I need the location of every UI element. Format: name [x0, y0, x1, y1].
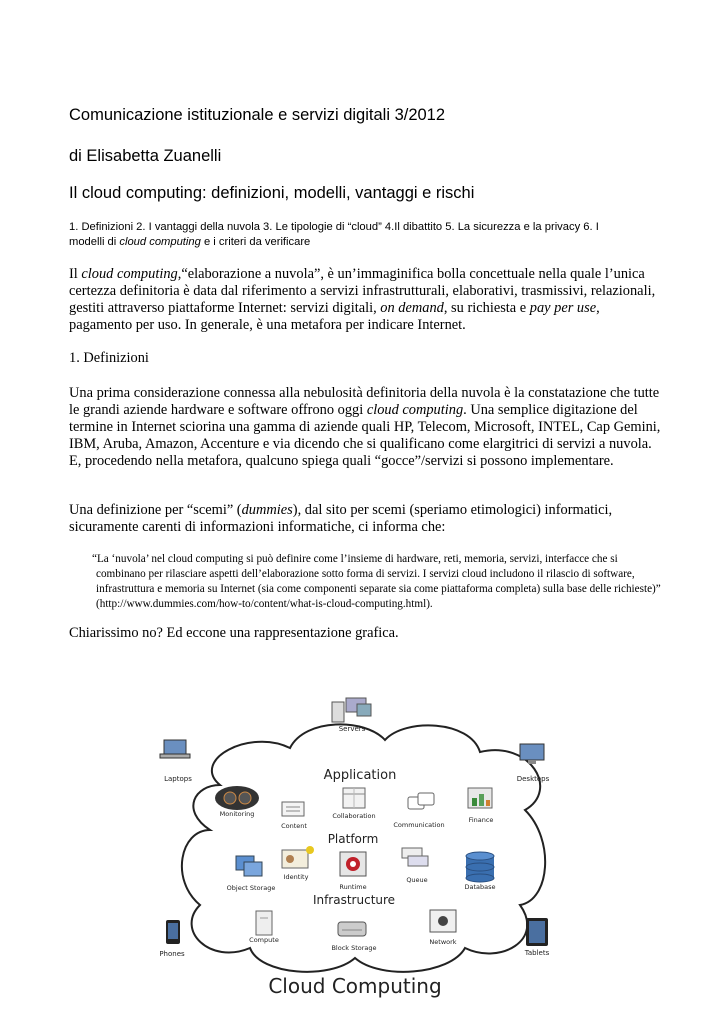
label-identity: Identity — [283, 873, 309, 881]
paragraph-3 — [69, 502, 661, 536]
para2-t2: . Una semplice digitazione del termine in Internet sciorina una gamma di aziende quali HP, Telecom, Microsoft, INTEL, Cap Gemini, IBM, Aruba, Amazon, Accenture e via dicendo che si qualificano come elargitrici di servizi a nuvola. E, procedendo nella metafora, qualcuno spiega quali “gocce”/servizi si possono implementare. — [69, 402, 661, 469]
label-tablets: Tablets — [524, 949, 550, 957]
para2-e1: cloud computing — [366, 402, 464, 418]
author-line: di Elisabetta Zuanelli — [69, 147, 222, 165]
para2-t1: Una prima considerazione connessa alla nebulosità definitoria della nuvola è la constatazione che tutte le grandi aziende hardware e software offrono oggi — [69, 385, 660, 418]
finance-icon — [468, 788, 492, 808]
label-network: Network — [429, 938, 457, 946]
layer-platform: Platform — [327, 832, 379, 846]
intro-e2: on demand — [380, 300, 444, 316]
intro-e3: pay per use — [529, 300, 597, 316]
label-finance: Finance — [468, 816, 494, 824]
collaboration-icon — [343, 788, 365, 808]
toc-line2-a: modelli di — [69, 236, 120, 248]
label-desktops: Desktops — [516, 775, 550, 783]
dummies-quote: “La ‘nuvola’ nel cloud computing si può definire come l’insieme di hardware, reti, memoria, servizi, interfacce che si combinano per rilasciare aspetti dell’elaborazione sotto forma di servizi. I servizi cloud includono il rilascio di software, infrastruttura e memoria su Internet (sia come componenti separate sia come piattaforma completa) sulla base delle richieste)” (http://www.dummies.com/how-to/content/what-is-cloud-computing.html). — [92, 553, 661, 610]
para3-e1: dummies — [241, 502, 293, 518]
paragraph-4: Chiarissimo no? Ed eccone una rappresentazione grafica. — [69, 625, 399, 641]
label-object-storage: Object Storage — [226, 884, 276, 892]
label-servers: Servers — [338, 725, 366, 733]
para3-t1: Una definizione per “scemi” ( — [69, 502, 242, 518]
label-monitoring: Monitoring — [219, 810, 255, 818]
article-title: Il cloud computing: definizioni, modelli, vantaggi e rischi — [69, 184, 475, 202]
label-database: Database — [464, 883, 496, 891]
toc-line2-em: cloud computing — [119, 236, 201, 248]
intro-paragraph — [69, 266, 661, 334]
intro-e1: cloud computing — [81, 266, 178, 282]
label-communication: Communication — [393, 821, 445, 829]
compute-icon — [256, 911, 272, 935]
laptops-icon — [160, 740, 190, 758]
runtime-icon — [340, 852, 366, 876]
label-block-storage: Block Storage — [331, 944, 377, 952]
database-icon — [466, 852, 494, 882]
label-runtime: Runtime — [339, 883, 367, 891]
phones-icon — [166, 920, 180, 944]
monitoring-icon — [215, 786, 259, 810]
figure-caption: Cloud Computing — [268, 974, 442, 998]
intro-t3: , su richiesta e — [443, 300, 530, 316]
table-of-contents — [69, 220, 659, 250]
layer-infrastructure: Infrastructure — [312, 893, 396, 907]
toc-line1: 1. Definizioni 2. I vantaggi della nuvola 3. Le tipologie di “cloud” 4.Il dibattito 5. La sicurezza e la privacy 6. I — [69, 221, 599, 233]
intro-t1: Il — [69, 266, 82, 282]
label-phones: Phones — [159, 950, 185, 958]
label-compute: Compute — [249, 936, 279, 944]
label-content: Content — [281, 822, 307, 830]
label-queue: Queue — [406, 876, 428, 884]
intro-t2: ,“elaborazione a nuvola”, è un’immaginifica bolla concettuale nella quale l’unica certezza definitoria è data dal riferimento a servizi infrastrutturali, elaborativi, trasmissivi, relazionali, gestiti attraverso piattaforme Internet: servizi digitali, — [69, 266, 656, 316]
network-icon — [430, 910, 456, 932]
label-collaboration: Collaboration — [332, 812, 376, 820]
tablets-icon — [526, 918, 548, 946]
intro-t4: , pagamento per uso. In generale, è una metafora per indicare Internet. — [69, 300, 600, 333]
block-storage-icon — [338, 922, 366, 936]
content-icon — [282, 802, 304, 816]
paragraph-2 — [69, 385, 661, 470]
cloud-computing-diagram — [150, 690, 570, 1002]
toc-line2-b: e i criteri da verificare — [200, 236, 311, 248]
section-heading-definizioni: 1. Definizioni — [69, 350, 149, 366]
label-laptops: Laptops — [164, 775, 192, 783]
para3-t2: ), dal sito per scemi (speriamo etimologici) informatici, sicuramente carenti di informazioni informatiche, ci informa che: — [69, 502, 613, 535]
layer-application: Application — [323, 768, 397, 783]
servers-icon — [332, 698, 371, 722]
course-title: Comunicazione istituzionale e servizi digitali 3/2012 — [69, 106, 446, 124]
